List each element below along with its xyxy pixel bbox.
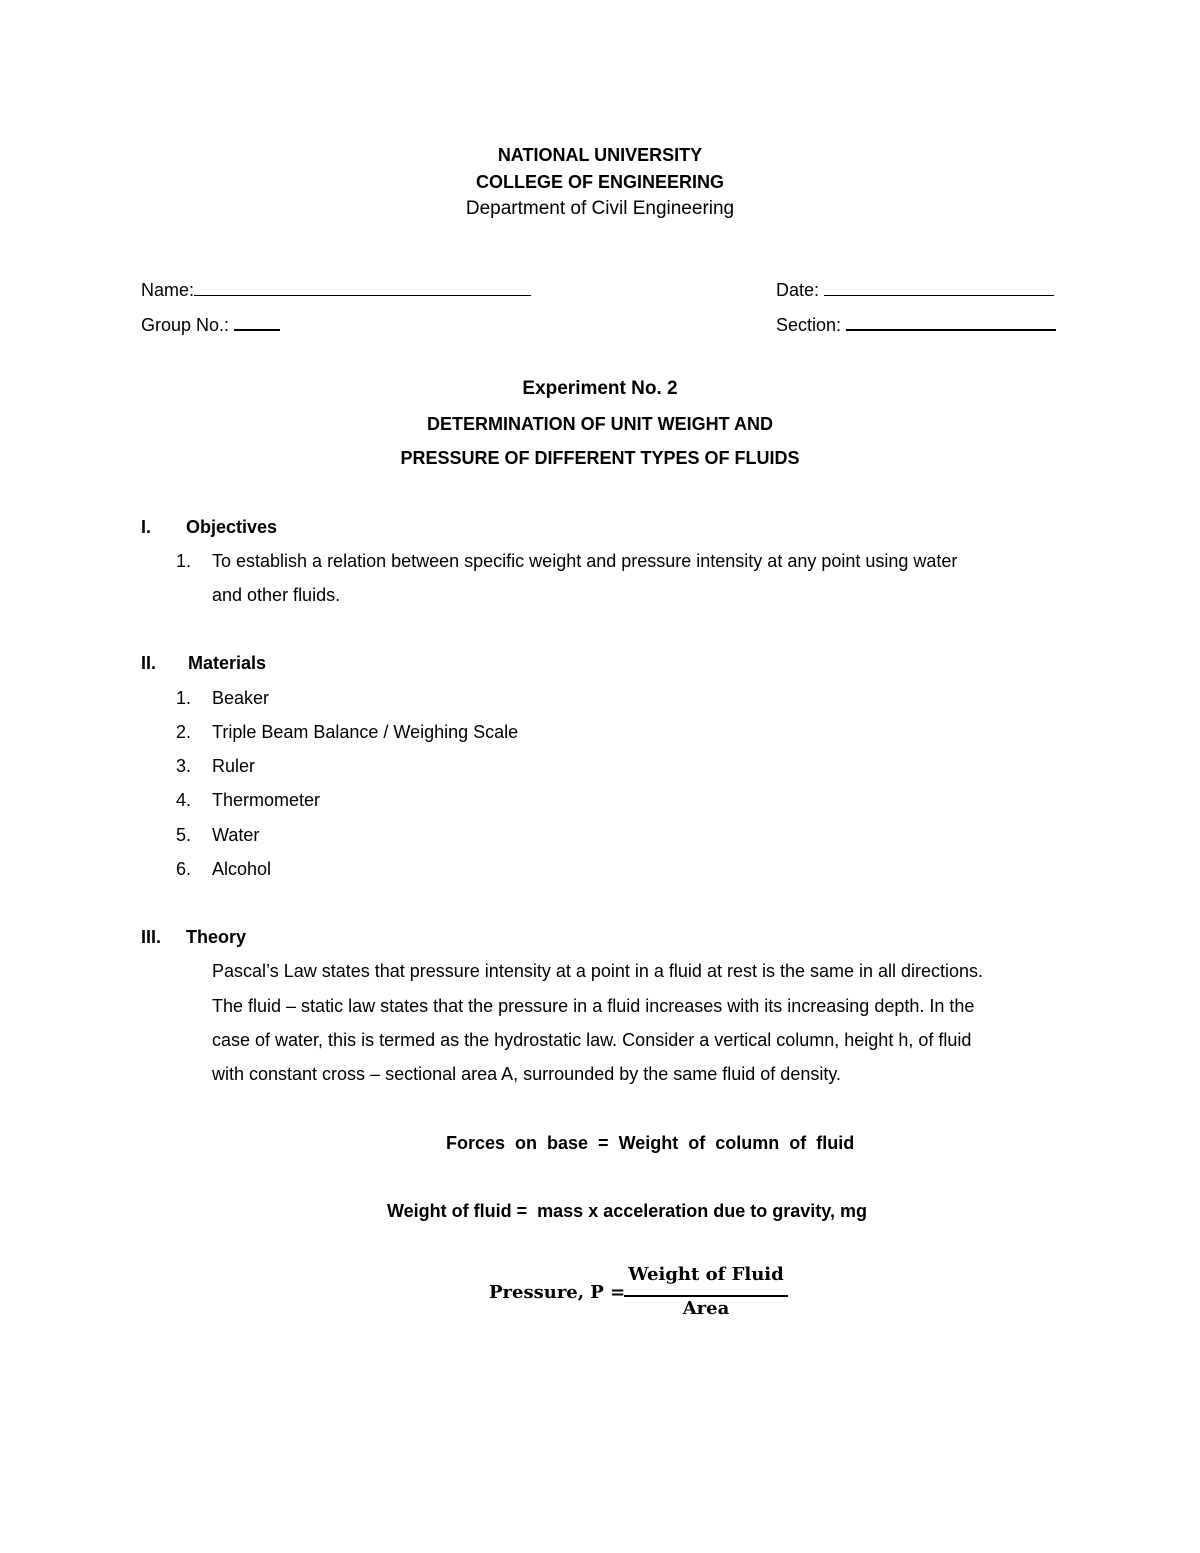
experiment-title-line2: PRESSURE OF DIFFERENT TYPES OF FLUIDS — [400, 448, 800, 468]
group-field[interactable] — [141, 311, 280, 336]
group-label: Group No.: — [141, 315, 230, 335]
pressure-lhs: Pressure, P = — [489, 1282, 626, 1303]
objective-text-line2: and other fluids. — [212, 585, 341, 605]
equation-weight-of-fluid: Weight of fluid = mass x acceleration due to gravity, mg — [387, 1201, 867, 1221]
section-blank[interactable] — [846, 311, 1056, 331]
theory-paragraph-line: case of water, this is termed as the hydrostatic law. Consider a vertical column, height h, of fluid — [212, 1030, 972, 1050]
theory-heading: Theory — [186, 927, 247, 947]
experiment-title-line1: DETERMINATION OF UNIT WEIGHT AND — [427, 414, 773, 434]
theory-paragraph-line: with constant cross – sectional area A, surrounded by the same fluid of density. — [212, 1064, 842, 1084]
material-number: 4. — [176, 790, 192, 810]
date-label: Date: — [776, 280, 820, 300]
objective-text-line1: To establish a relation between specific weight and pressure intensity at any point using water — [212, 551, 958, 571]
date-field[interactable] — [776, 277, 1054, 301]
material-number: 2. — [176, 722, 192, 742]
pressure-denominator: Area — [682, 1298, 730, 1319]
fraction-bar — [624, 1295, 788, 1297]
material-item: Triple Beam Balance / Weighing Scale — [212, 722, 519, 742]
materials-numeral: II. — [141, 653, 157, 673]
college-name: COLLEGE OF ENGINEERING — [475, 172, 725, 192]
equation-pressure — [0, 1262, 1200, 1332]
objectives-numeral: I. — [141, 517, 152, 537]
name-field[interactable] — [141, 277, 531, 301]
material-number: 1. — [176, 688, 192, 708]
group-blank[interactable] — [234, 311, 280, 331]
university-name: NATIONAL UNIVERSITY — [497, 145, 703, 165]
pressure-numerator: Weight of Fluid — [628, 1264, 784, 1285]
materials-heading: Materials — [188, 653, 267, 673]
theory-numeral: III. — [141, 927, 162, 947]
objectives-heading: Objectives — [186, 517, 278, 537]
date-blank[interactable] — [824, 277, 1054, 296]
experiment-number: Experiment No. 2 — [522, 378, 678, 399]
equation-forces-on-base: Forces on base = Weight of column of fluid — [446, 1133, 855, 1153]
material-number: 5. — [176, 825, 192, 845]
material-item: Thermometer — [212, 790, 321, 810]
department-name: Department of Civil Engineering — [465, 198, 735, 219]
section-label: Section: — [776, 315, 842, 335]
material-item: Water — [212, 825, 260, 845]
material-number: 3. — [176, 756, 192, 776]
material-item: Alcohol — [212, 859, 272, 879]
objective-number: 1. — [176, 551, 192, 571]
name-label: Name: — [141, 280, 195, 300]
theory-paragraph-line: Pascal’s Law states that pressure intensity at a point in a fluid at rest is the same in all directions. — [212, 961, 984, 981]
material-item: Beaker — [212, 688, 270, 708]
section-field[interactable] — [776, 311, 1056, 336]
theory-paragraph-line: The fluid – static law states that the pressure in a fluid increases with its increasing depth. In the — [212, 996, 975, 1016]
material-number: 6. — [176, 859, 192, 879]
name-blank[interactable] — [194, 277, 531, 296]
material-item: Ruler — [212, 756, 256, 776]
